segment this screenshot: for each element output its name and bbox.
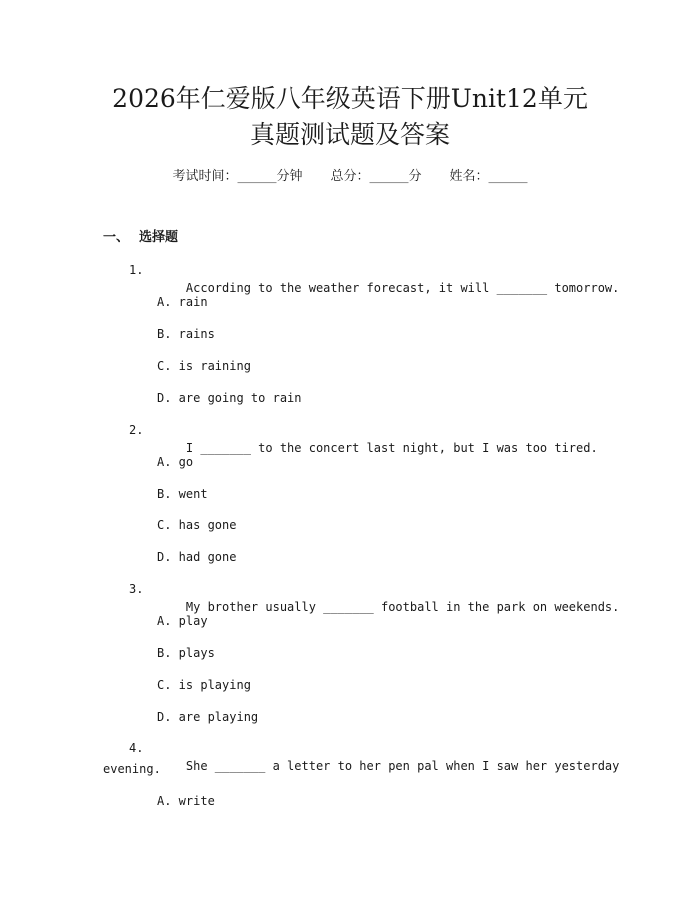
question-text: She _______ a letter to her pen pal when I saw her yesterday: [185, 759, 620, 773]
question-2-option-d: D. had gone: [157, 550, 237, 564]
exam-time: 考试时间：______分钟: [172, 169, 303, 184]
question-3-option-a: A. play: [157, 614, 208, 628]
question-text: I _______ to the concert last night, but I was too tired.: [185, 441, 598, 455]
question-1: [129, 261, 620, 315]
question-2-option-b: B. went: [157, 487, 208, 501]
question-4-option-a: A. write: [157, 794, 215, 808]
page-title-line2: 真题测试题及答案: [249, 120, 450, 149]
question-text: My brother usually _______ football in the park on weekends.: [185, 600, 620, 614]
question-3-option-c: C. is playing: [157, 678, 251, 692]
question-1-option-b: B. rains: [157, 327, 215, 341]
section-heading: [103, 229, 178, 247]
section-number: 一、: [103, 230, 130, 245]
question-3-option-b: B. plays: [157, 646, 215, 660]
question-1-option-d: D. are going to rain: [157, 391, 302, 405]
question-text: According to the weather forecast, it will _______ tomorrow.: [185, 281, 620, 295]
question-1-option-a: A. rain: [157, 295, 208, 309]
question-4-text-continued: evening.: [103, 762, 161, 776]
question-2-option-a: A. go: [157, 455, 194, 469]
question-3: [129, 580, 620, 634]
question-3-option-d: D. are playing: [157, 710, 259, 724]
question-1-option-c: C. is raining: [157, 359, 251, 373]
section-title: 选择题: [139, 230, 179, 245]
question-number: 1.: [129, 263, 144, 277]
student-name: 姓名：______: [449, 169, 528, 184]
question-number: 4.: [129, 741, 144, 755]
exam-info: [0, 168, 700, 186]
question-number: 3.: [129, 582, 144, 596]
question-number: 2.: [129, 423, 144, 437]
question-2-option-c: C. has gone: [157, 518, 237, 532]
question-2: [129, 421, 598, 475]
exam-total-score: 总分：______分: [330, 169, 422, 184]
page-title-line1: 2026年仁爱版八年级英语下册Unit12单元: [112, 84, 588, 113]
